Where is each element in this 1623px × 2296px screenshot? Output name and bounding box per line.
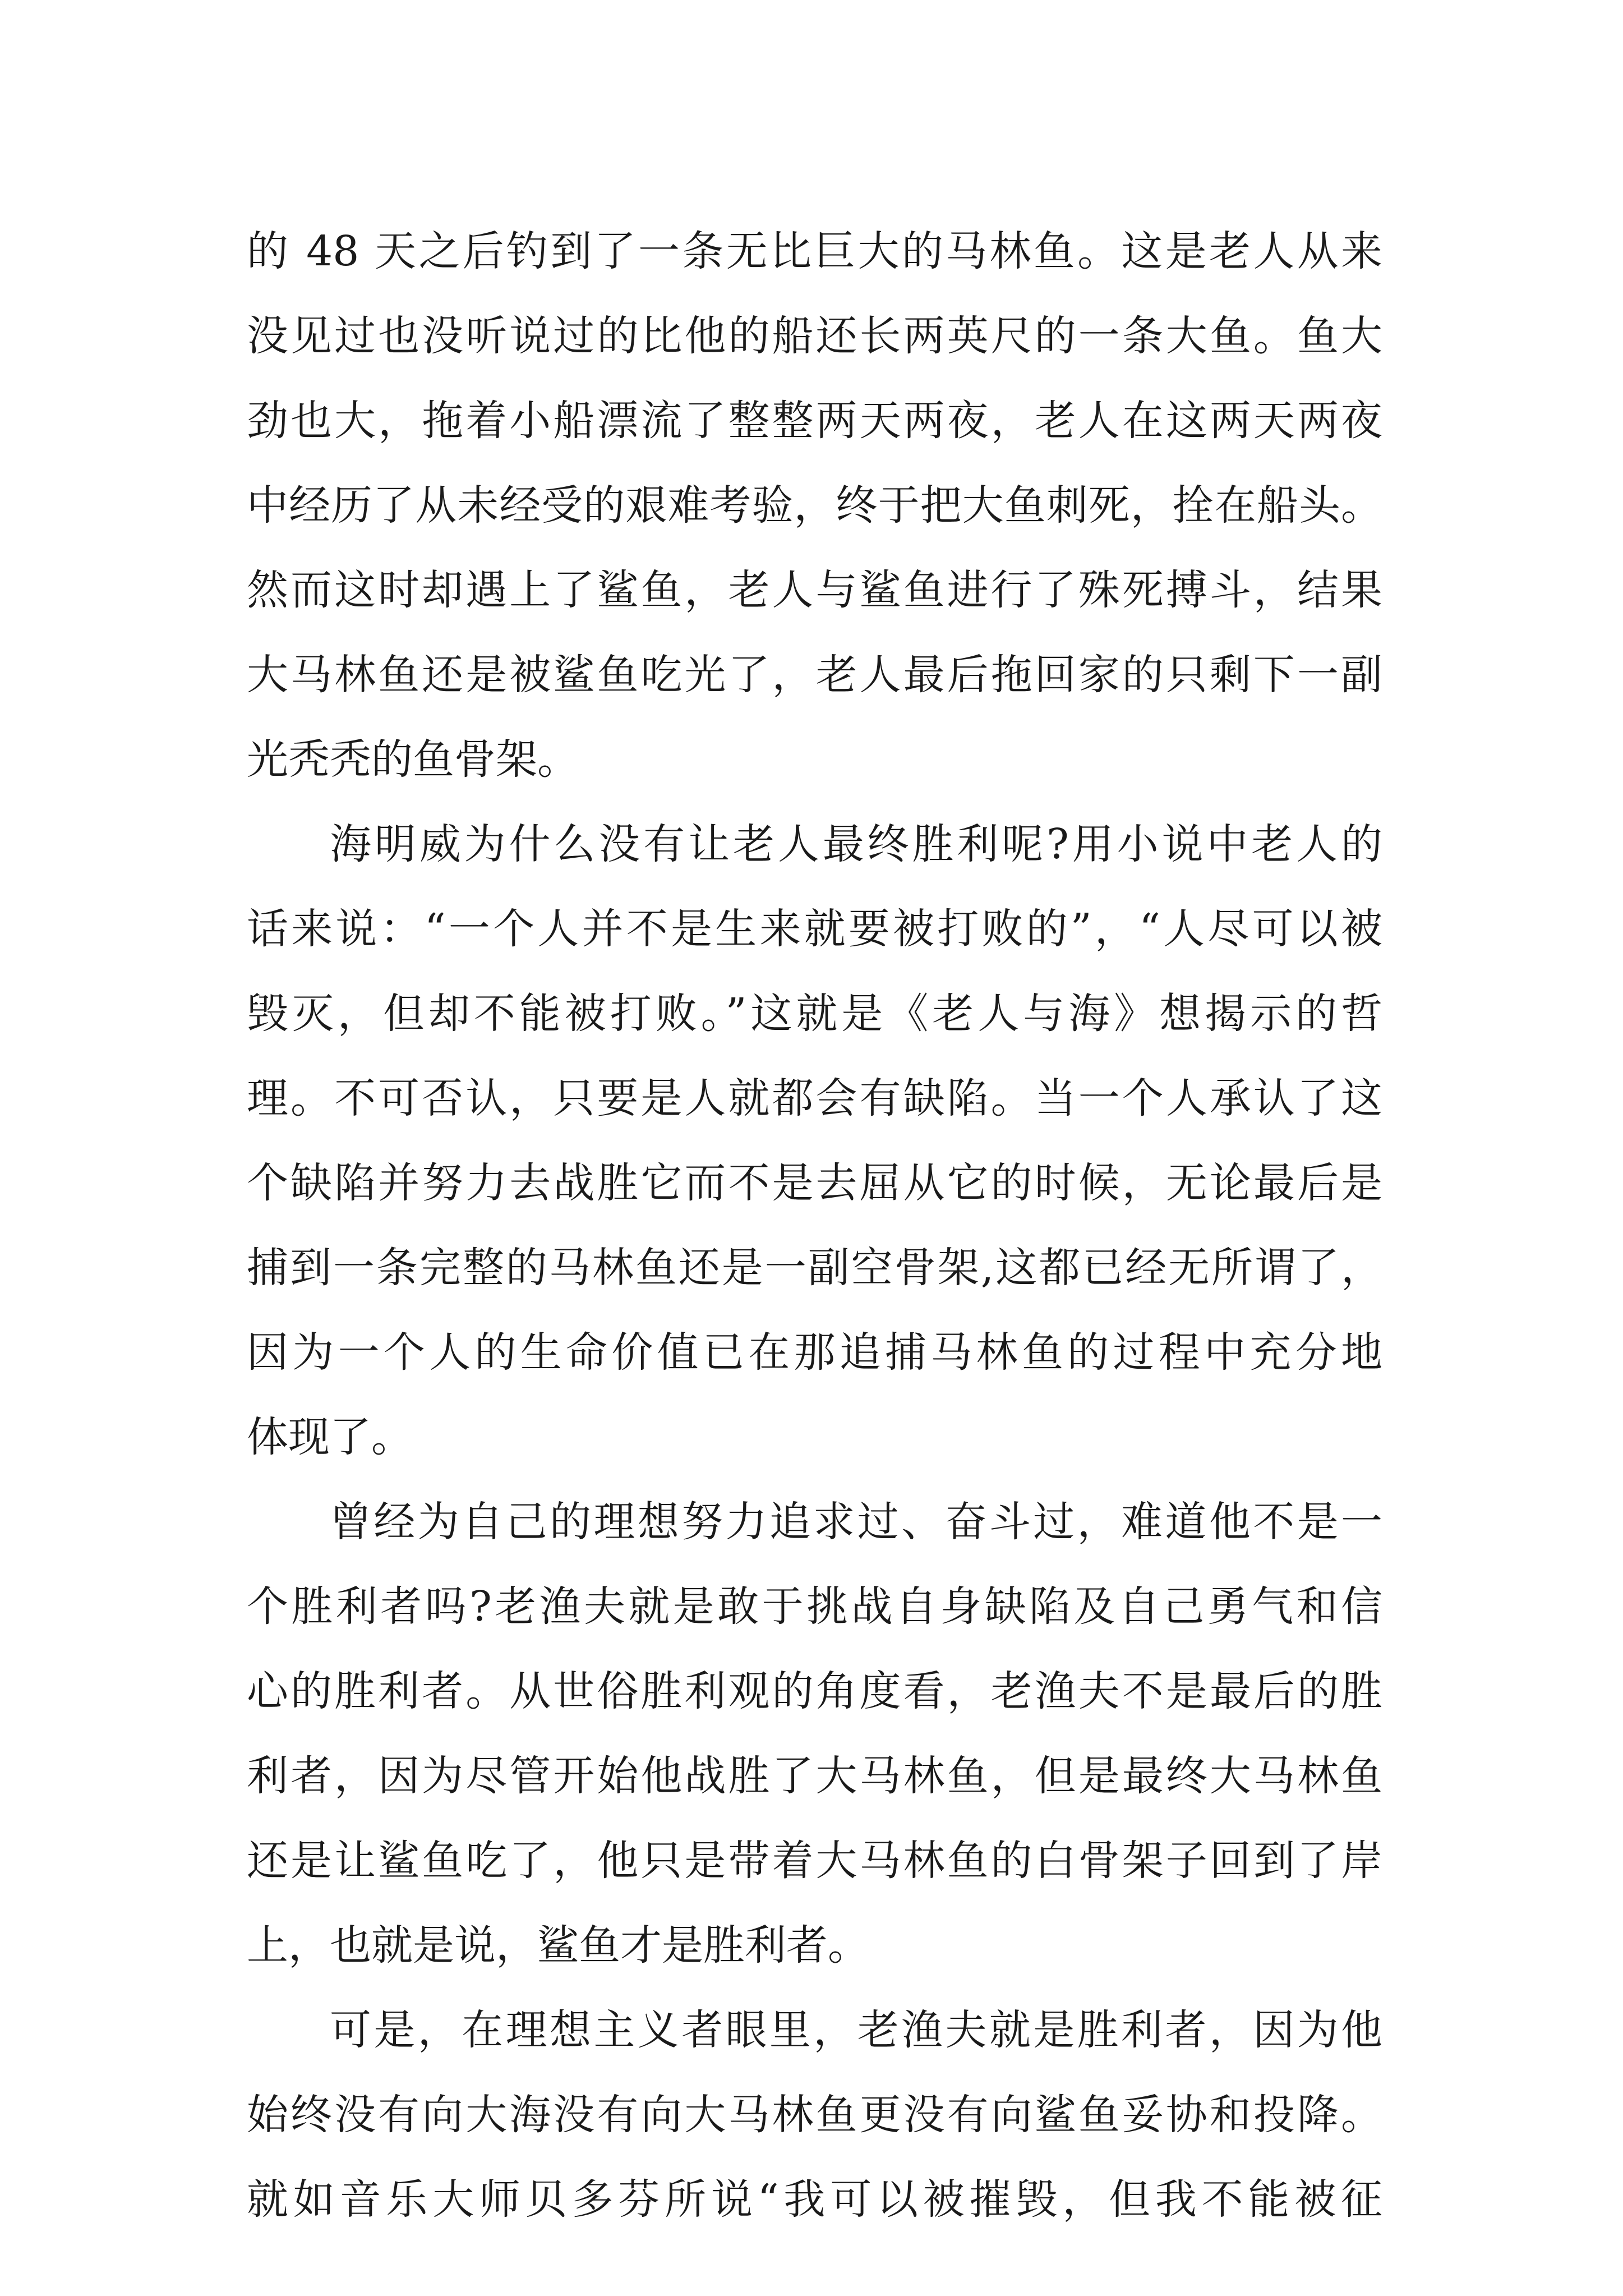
text-line: 然而这时却遇上了鲨鱼，老人与鲨鱼进行了殊死搏斗，结果 <box>247 566 1382 614</box>
paragraph-4 <box>247 1988 1382 2242</box>
text-line: 个胜利者吗?老渔夫就是敢于挑战自身缺陷及自己勇气和信 <box>247 1582 1382 1631</box>
text-line: 利者，因为尽管开始他战胜了大马林鱼，但是最终大马林鱼 <box>247 1752 1382 1800</box>
text-line: 个缺陷并努力去战胜它而不是去屈从它的时候，无论最后是 <box>247 1159 1382 1207</box>
text-line: 因为一个人的生命价值已在那追捕马林鱼的过程中充分地 <box>247 1328 1382 1377</box>
text-line: 毁灭，但却不能被打败。”这就是《老人与海》想揭示的哲 <box>247 990 1382 1038</box>
text-line: 话来说：“一个人并不是生来就要被打败的”，“人尽可以被 <box>247 905 1382 953</box>
text-line: 理。不可否认，只要是人就都会有缺陷。当一个人承认了这 <box>247 1074 1382 1122</box>
paragraph-3 <box>247 1480 1382 1988</box>
text-line: 大马林鱼还是被鲨鱼吃光了，老人最后拖回家的只剩下一副 <box>247 651 1382 699</box>
text-line: 捕到一条完整的马林鱼还是一副空骨架,这都已经无所谓了， <box>247 1244 1382 1292</box>
paragraph-2 <box>247 802 1382 1480</box>
text-line: 可是，在理想主义者眼里，老渔夫就是胜利者，因为他 <box>330 2006 1382 2054</box>
text-line: 体现了。 <box>247 1413 413 1461</box>
text-line: 心的胜利者。从世俗胜利观的角度看，老渔夫不是最后的胜 <box>247 1667 1382 1715</box>
text-line: 中经历了从未经受的艰难考验，终于把大鱼刺死，拴在船头。 <box>247 481 1382 530</box>
document-body <box>247 209 1382 2242</box>
text-line: 没见过也没听说过的比他的船还长两英尺的一条大鱼。鱼大 <box>247 312 1382 360</box>
text-line: 曾经为自己的理想努力追求过、奋斗过，难道他不是一 <box>330 1498 1382 1546</box>
text-line: 还是让鲨鱼吃了，他只是带着大马林鱼的白骨架子回到了岸 <box>247 1837 1382 1885</box>
paragraph-1 <box>247 209 1382 802</box>
text-line: 上，也就是说，鲨鱼才是胜利者。 <box>247 1921 869 1970</box>
text-line: 劲也大，拖着小船漂流了整整两天两夜，老人在这两天两夜 <box>247 397 1382 445</box>
text-line: 光秃秃的鱼骨架。 <box>247 735 579 784</box>
text-line: 就如音乐大师贝多芬所说“我可以被摧毁，但我不能被征 <box>247 2175 1382 2224</box>
text-line: 的 48 天之后钓到了一条无比巨大的马林鱼。这是老人从来 <box>247 227 1382 275</box>
text-line: 始终没有向大海没有向大马林鱼更没有向鲨鱼妥协和投降。 <box>247 2091 1382 2139</box>
text-line: 海明威为什么没有让老人最终胜利呢?用小说中老人的 <box>330 820 1382 868</box>
